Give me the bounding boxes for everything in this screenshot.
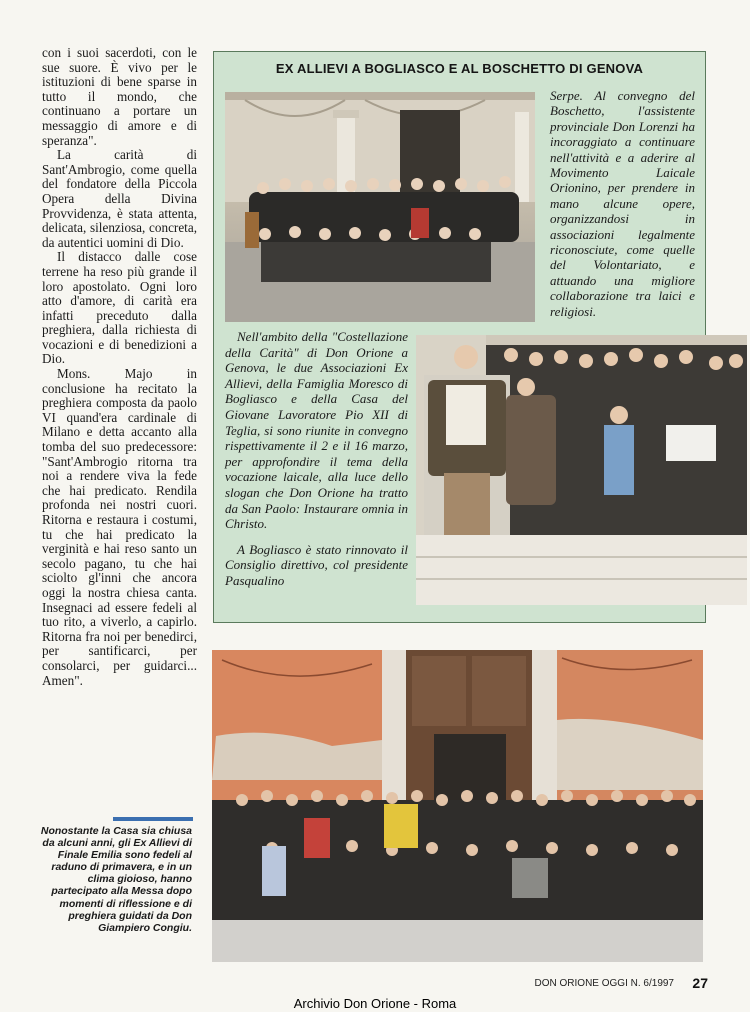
group-photo-finale-emilia (212, 650, 703, 962)
left-paragraph: Mons. Majo in conclusione ha recitato la preghiera composta da paolo VI quand'era cardinale di Milano e detta accanto alla tomba del suo predecessore: "Sant'Ambrogio ritorna tra noi a rendere viva la fede che hai predicato. Rendila profonda nei nostri cuori. Ritorna e restaura i costumi, tu che hai predicato la verginità e hai reso santo un secolo pagano, tu che hai sciolto gl'inni che ancora oggi la nostra chiesa canta. Insegnaci ad essere fedeli al tuo rito, a viverlo, a capirlo. Ritorna fra noi per benedirci, per santificarci, per consolarci, per guidarci... Amen". (42, 366, 197, 688)
footer-publication (535, 978, 698, 989)
photo-illustration (212, 650, 703, 962)
page-number: 27 (692, 975, 708, 991)
left-column-text (42, 46, 197, 688)
photo-illustration (225, 92, 535, 322)
left-paragraph: con i suoi sacerdoti, con le sue suore. È vivo per le istituzioni di bene sparse in tutto il mondo, che continuano a portare un messaggio di amore e di speranza". (42, 45, 197, 148)
left-paragraph: Il distacco dalle cose terrene ha reso più grande il loro apostolato. Ogni loro atto d'amore, di carità era infatti preceduto dalla preghiera, dalla richiesta di vocazioni e di benedizioni a Dio. (42, 249, 197, 367)
photo-caption: Nonostante la Casa sia chiusa da alcuni anni, gli Ex Allievi di Finale Emilia sono fedeli al raduno di primavera, e in un clima gioioso, hanno partecipato alla Messa dopo momenti di riflessione e di preghiera guidati da Don Giampiero Congiu. (40, 825, 192, 934)
right-text: Serpe. Al convegno del Boschetto, l'assistente provinciale Don Lorenzi ha incoraggiato a continuare nell'attività e a aderire al Movimento Laicale Orionino, per prendere in mano alcune opere, organizzandosi in associazioni legalmente riconosciute, come quelle del Volontariato, e attuando una migliore collaborazione tra laici e religiosi. (550, 88, 695, 319)
archive-label: Archivio Don Orione - Roma (293, 996, 457, 1011)
box-left-text (225, 329, 408, 589)
group-photo-bogliasco (225, 92, 535, 322)
article-box (213, 51, 706, 623)
box-paragraph: Nell'ambito della "Costellazione della Carità" di Don Orione a Genova, le due Associazioni Ex Allievi, della Famiglia Moresco di Bogliasco e della Casa del Giovane Lavoratore Pio XII di Teglia, si sono riunite in convegno rispettivamente il 2 e il 16 marzo, per approfondire il tema della vocazione laicale, alla luce dello slogan che Don Orione ha tratto da San Paolo: Instaurare omnia in Christo. (225, 329, 408, 532)
box-title: EX ALLIEVI A BOGLIASCO E AL BOSCHETTO DI GENOVA (275, 61, 644, 76)
left-paragraph: La carità di Sant'Ambrogio, come quella del fondatore della Piccola Opera della Divina Provvidenza, è stata attenta, delicata, silenziosa, concreta, da autentici uomini di Dio. (42, 147, 197, 250)
box-paragraph: A Bogliasco è stato rinnovato il Consiglio direttivo, col presidente Pasqualino (225, 541, 408, 588)
group-photo-boschetto (416, 335, 747, 605)
photo-illustration (416, 335, 747, 605)
publication-name: DON ORIONE OGGI N. 6/1997 (534, 978, 674, 989)
caption-rule (113, 817, 193, 821)
